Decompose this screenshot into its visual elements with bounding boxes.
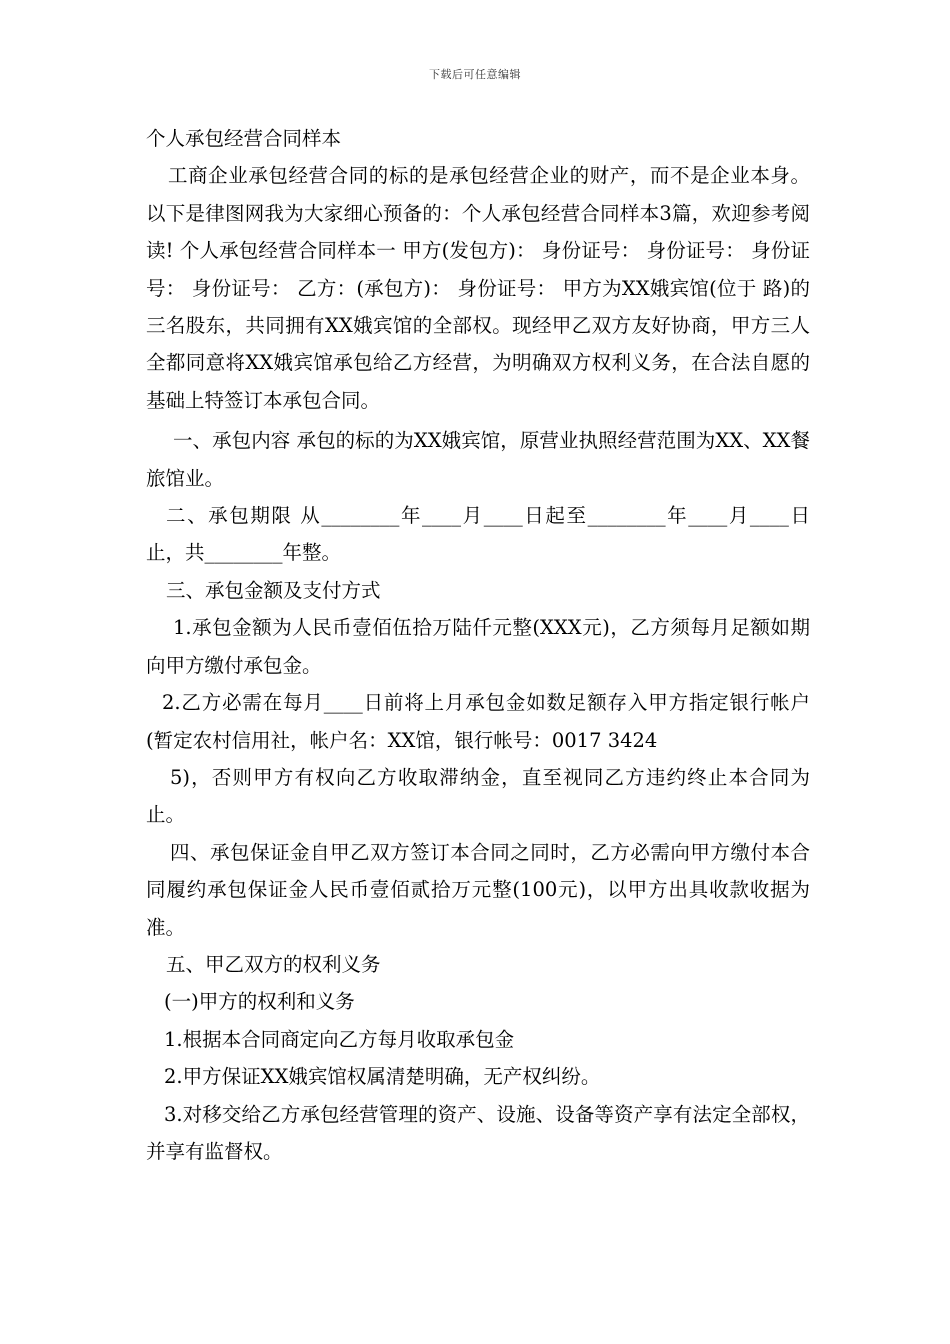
paragraph-clause-5-1: (一)甲方的权利和义务 (164, 990, 355, 1014)
paragraph-clause-5-1-1: 1.根据本合同商定向乙方每月收取承包金 (164, 1027, 515, 1051)
document-title: 个人承包经营合同样本 (146, 127, 342, 150)
paragraph-clause-5-1-3: 3.对移交给乙方承包经营管理的资产、设施、设备等资产享有法定全部权，并享有监督权。 (146, 1102, 810, 1163)
paragraph-clause-3-1: 1.承包金额为人民币壹佰伍拾万陆仟元整(XXX元)，乙方须每月足额如期向甲方缴付承包金。 (146, 616, 810, 677)
paragraph-clause-5: 五、甲乙双方的权利义务 (166, 952, 381, 976)
paragraph-clause-3: 三、承包金额及支付方式 (166, 578, 381, 602)
header-note: 下载后可任意编辑 (429, 68, 521, 81)
paragraph-clause-2: 二、承包期限 从________年____月____日起至________年____月____日止，共________年整。 (146, 504, 810, 565)
paragraph-clause-1: 一、承包内容 承包的标的为XX娥宾馆，原营业执照经营范围为XX、XX餐旅馆业。 (146, 429, 810, 490)
paragraph-clause-5-1-2: 2.甲方保证XX娥宾馆权属清楚明确，无产权纠纷。 (164, 1065, 601, 1089)
paragraph-clause-4: 四、承包保证金自甲乙双方签订本合同之同时，乙方必需向甲方缴付本合同履约承包保证金人民币壹佰贰拾万元整(100元)，以甲方出具收款收据为准。 (146, 840, 810, 939)
paragraph-clause-3-2-cont: 5)，否则甲方有权向乙方收取滞纳金，直至视同乙方违约终止本合同为止。 (146, 765, 810, 827)
document-body (146, 120, 810, 1170)
paragraph-clause-3-2: 2.乙方必需在每月____日前将上月承包金如数足额存入甲方指定银行帐户(暂定农村信用社，帐户名：XX馆，银行帐号：0017 3424 (146, 691, 810, 752)
paragraph-intro: 工商企业承包经营合同的标的是承包经营企业的财产，而不是企业本身。以下是律图网我为大家细心预备的：个人承包经营合同样本3篇，欢迎参考阅读! 个人承包经营合同样本一 甲方(发包方)： 身份证号： 身份证号： 身份证号： 身份证号： 乙方：(承包方)： 身份证号： 甲方为XX娥宾馆(位于 路)的三名股东，共同拥有XX娥宾馆的全部权。现经甲乙双方友好协商，甲方三人全都同意将XX娥宾馆承包给乙方经营，为明确双方权利义务，在合法自愿的基础上特签订本承包合同。 (146, 164, 810, 412)
